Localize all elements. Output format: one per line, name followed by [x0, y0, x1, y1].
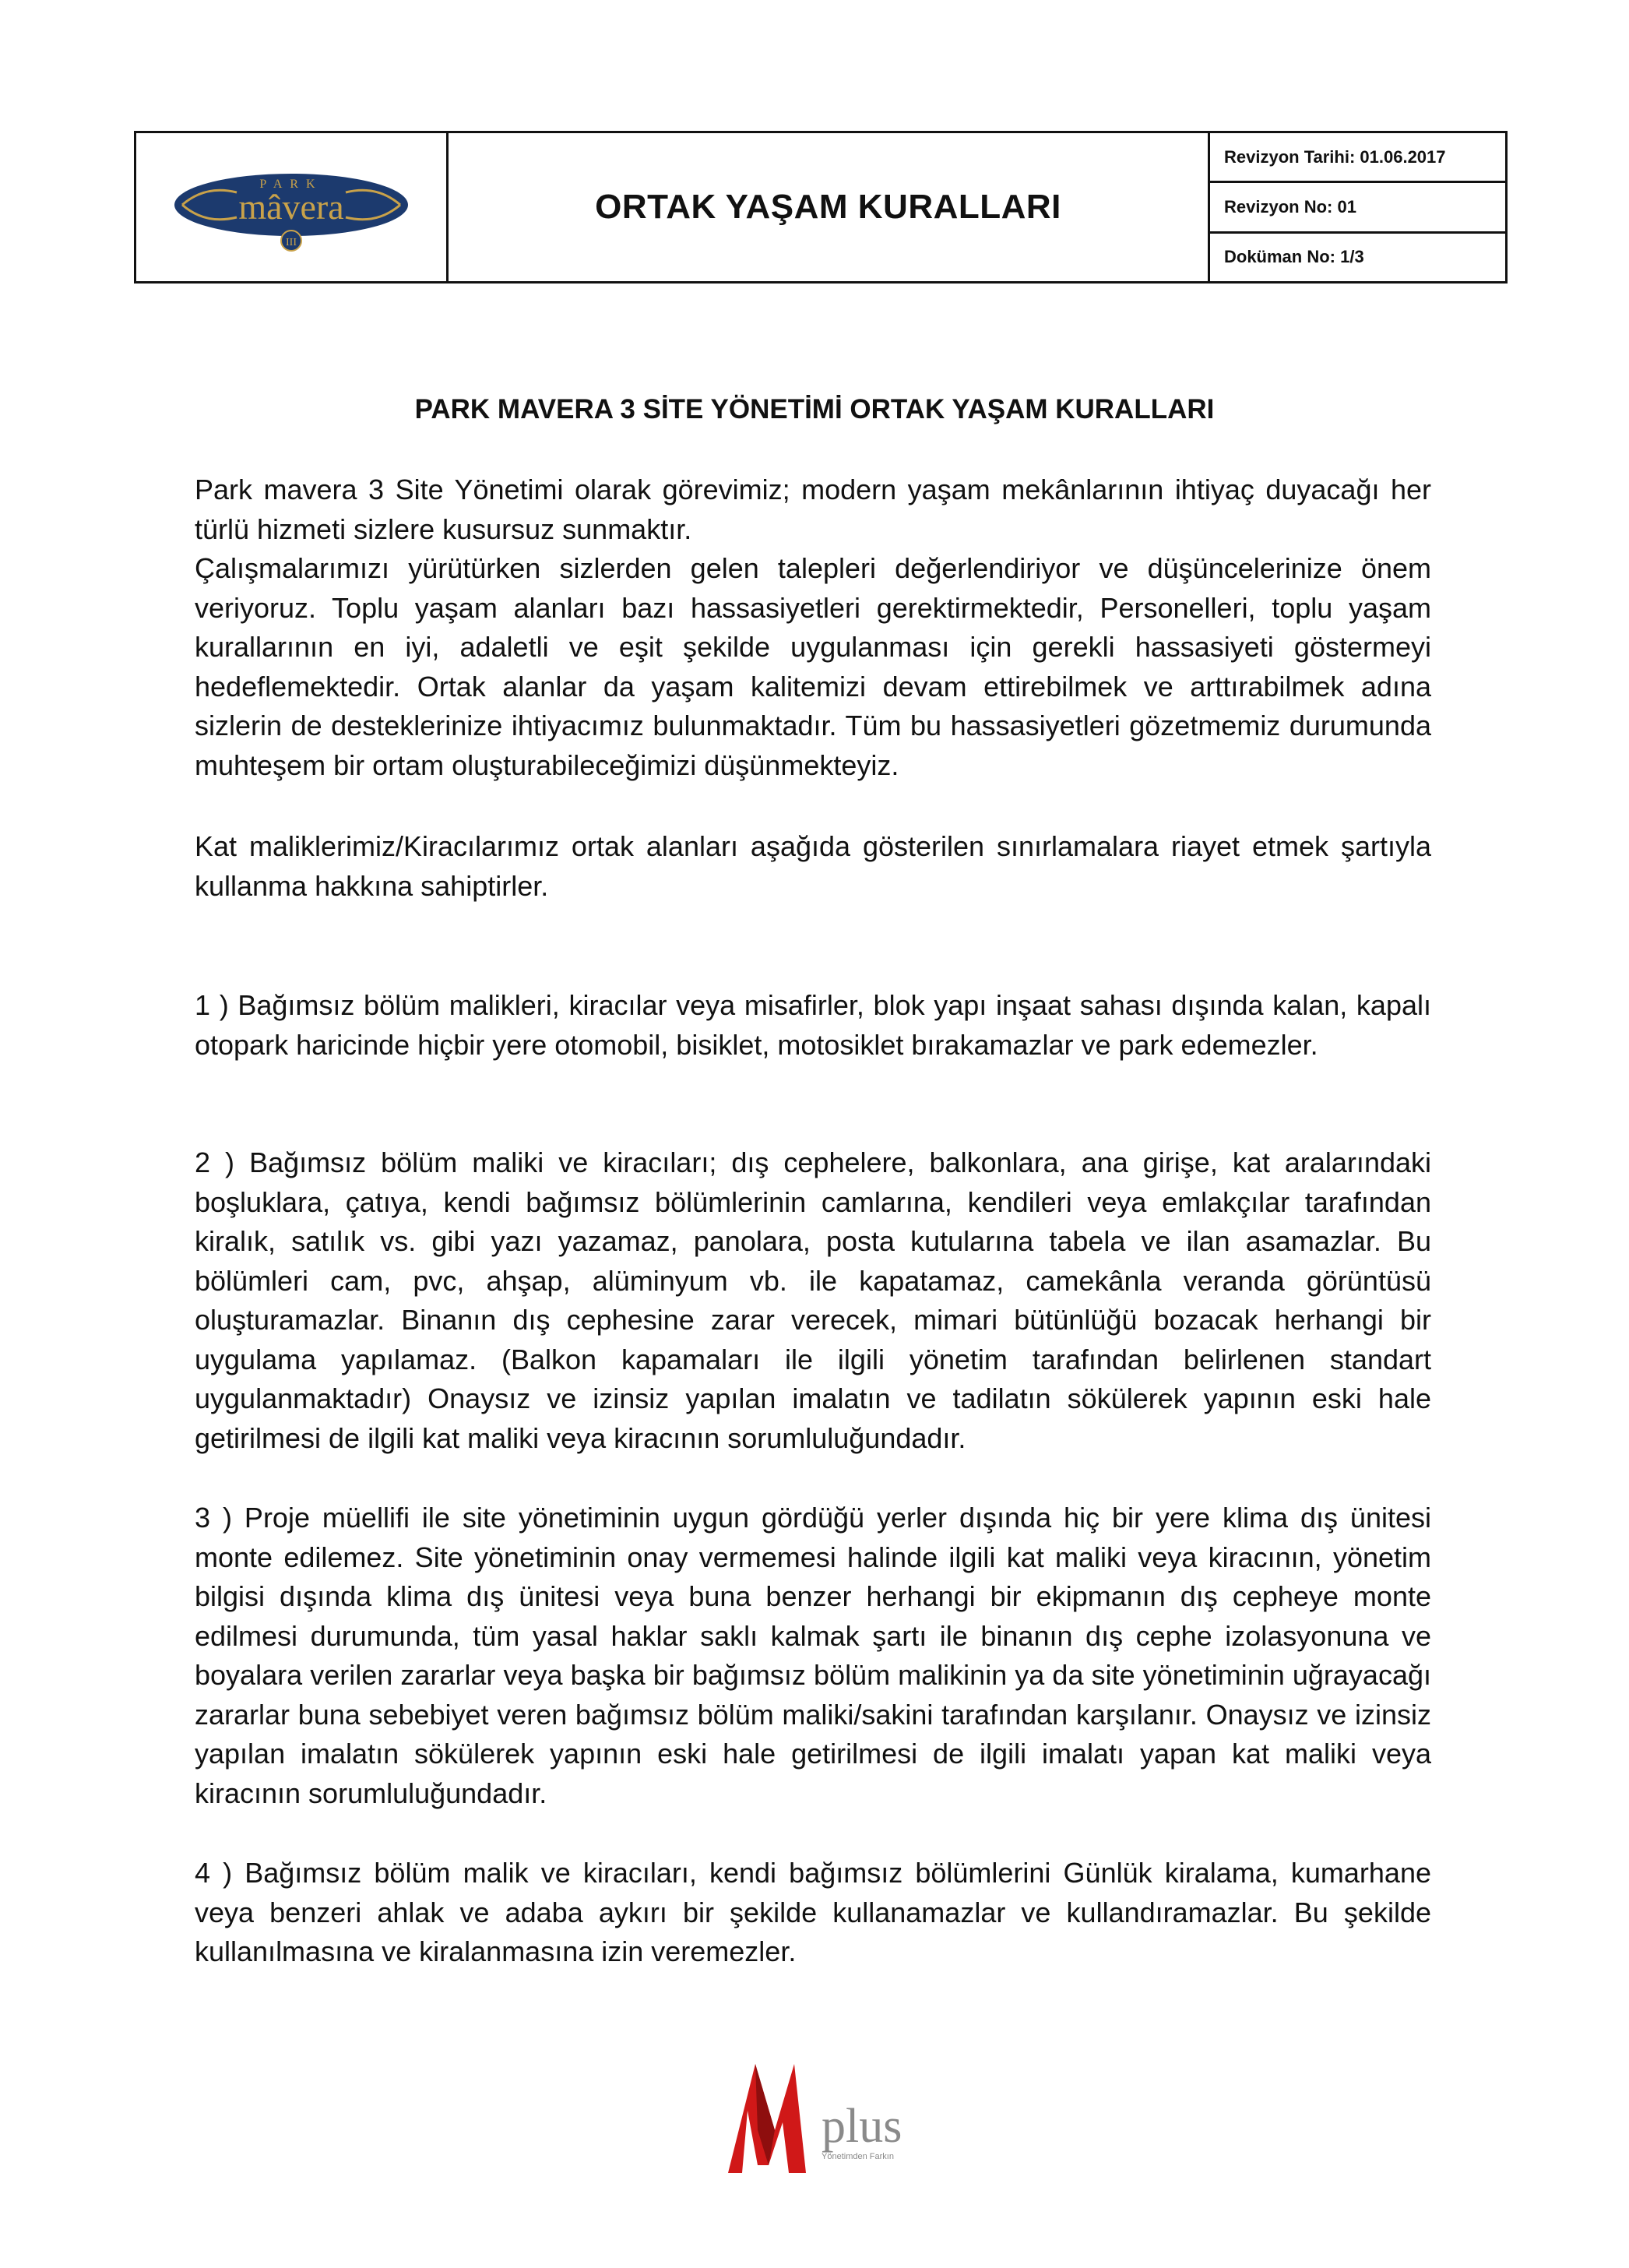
rule-4: 4 ) Bağımsız bölüm malik ve kiracıları, kendi bağımsız bölümlerini Günlük kiralama, kumarhane veya benzeri ahlak ve adaba aykırı bir şekilde kullanamazlar ve kullandıramazlar. Bu şekilde kullanılmasına ve kiralanmasına izin veremezler. [195, 1857, 1431, 1967]
document-title: ORTAK YAŞAM KURALLARI [449, 133, 1210, 281]
svg-text:PARK: PARK [259, 178, 323, 191]
svg-text:mâvera: mâvera [238, 187, 344, 227]
svg-text:III: III [286, 237, 297, 248]
svg-text:Yönetimden Farkın: Yönetimden Farkın [822, 2152, 894, 2161]
park-mavera-logo [159, 157, 424, 258]
intro-paragraph-3: Kat maliklerimiz/Kiracılarımız ortak alanları aşağıda gösterilen sınırlamalara riayet etmek şartıyla kullanma hakkına sahiptirler. [195, 830, 1431, 902]
header-logo-cell [136, 133, 449, 281]
intro-paragraph-2: Çalışmalarımızı yürütürken sizlerden gelen talepleri değerlendiriyor ve düşüncelerinize önem veriyoruz. Toplu yaşam alanları bazı hassasiyetleri gerektirmektedir, Personelleri, toplu yaşam kurallarının en iyi, adaletli ve eşit şekilde uygulanması için gerekli hassasiyeti göstermeyi hedeflemektedir. Ortak alanlar da yaşam kalitemizi devam ettirebilmek ve arttırabilmek adına sizlerin de desteklerinize ihtiyacımız bulunmaktadır. Tüm bu hassasiyetleri gözetmemiz durumunda muhteşem bir ortam oluşturabileceğimizi düşünmekteyiz. [195, 552, 1431, 781]
document-number: Doküman No: 1/3 [1210, 231, 1505, 281]
revision-info [1210, 133, 1505, 281]
document-heading: PARK MAVERA 3 SİTE YÖNETİMİ ORTAK YAŞAM KURALLARI [414, 394, 1215, 424]
document-header [134, 131, 1508, 284]
rule-1: 1 ) Bağımsız bölüm malikleri, kiracılar veya misafirler, blok yapı inşaat sahası dışında kalan, kapalı otopark haricinde hiçbir yere otomobil, bisiklet, motosiklet bırakamazlar ve park edemezler. [195, 989, 1431, 1061]
rule-3: 3 ) Proje müellifi ile site yönetiminin uygun gördüğü yerler dışında hiç bir yere klima dış ünitesi monte edilemez. Site yönetiminin onay vermemesi halinde ilgili kat maliki veya kiracının, yönetim bilgisi dışında klima dış ünitesi veya buna benzer herhangi bir ekipmanın dış cepheye monte edilmesi durumunda, tüm yasal haklar saklı kalmak şartı ile binanın dış cephe izolasyonuna ve boyalara verilen zararlar veya başka bir bağımsız bölüm malikinin ya da site yönetiminin uğrayacağı zararlar buna sebebiyet veren bağımsız bölüm maliki/sakini tarafından karşılanır. Onaysız ve izinsiz yapılan imalatın sökülerek yapının eski hale getirilmesi de ilgili imalatı yapan kat maliki veya kiracının sorumluluğundadır. [195, 1502, 1431, 1809]
mplus-logo [720, 2056, 915, 2181]
intro-paragraph-1: Park mavera 3 Site Yönetimi olarak görevimiz; modern yaşam mekânlarının ihtiyaç duyacağı her türlü hizmeti sizlere kusursuz sunmaktır. [195, 474, 1431, 545]
revision-number: Revizyon No: 01 [1210, 181, 1505, 231]
footer-logo [720, 2056, 915, 2181]
svg-text:plus: plus [822, 2100, 902, 2153]
revision-date: Revizyon Tarihi: 01.06.2017 [1224, 146, 1446, 167]
rule-2: 2 ) Bağımsız bölüm maliki ve kiracıları; dış cephelere, balkonlara, ana girişe, kat aralarındaki boşluklara, çatıya, kendi bağımsız bölümlerinin camlarına, kendileri veya emlakçılar tarafından kiralık, satılık vs. gibi yazı yazamaz, panolara, posta kutularına tabela ve ilan asamazlar. Bu bölümleri cam, pvc, ahşap, alüminyum vb. ile kapatamaz, camekânla veranda görüntüsü oluşturamazlar. Binanın dış cephesine zarar verecek, mimari bütünlüğü bozacak herhangi bir uygulama yapılamaz. (Balkon kapamaları ile ilgili yönetim tarafından belirlenen standart uygulanmaktadır) Onaysız ve izinsiz yapılan imalatın ve tadilatın sökülerek yapının eski hale getirilmesi de ilgili kat maliki veya kiracının sorumluluğundadır. [195, 1146, 1431, 1454]
